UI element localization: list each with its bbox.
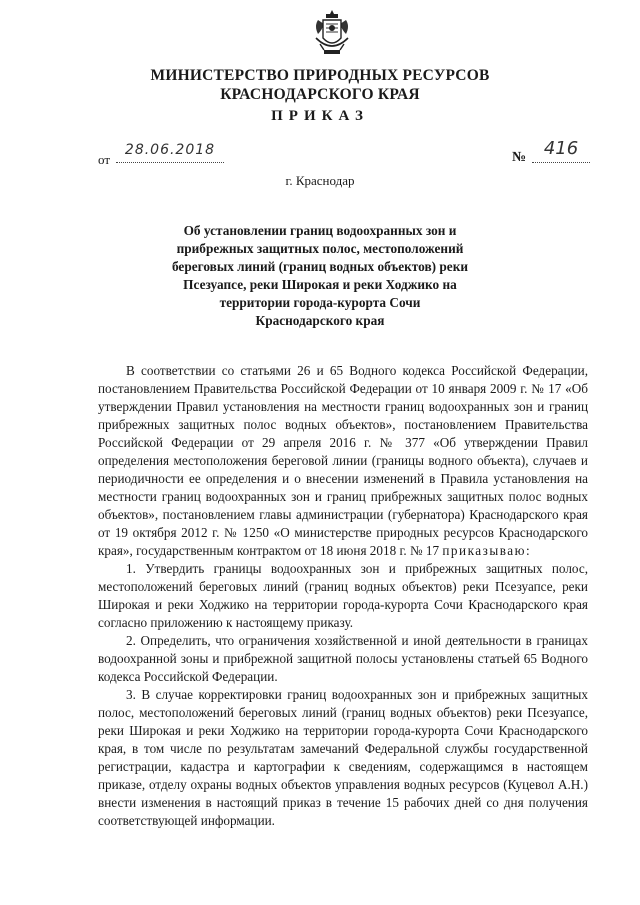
subject-line: береговых линий (границ водных объектов) реки	[171, 259, 469, 274]
subject-line: Псезуапсе, реки Широкая и реки Ходжико на	[183, 277, 457, 292]
date-value: 28.06.2018	[116, 142, 224, 163]
subject-line: Об установлении границ водоохранных зон и	[183, 223, 457, 238]
coat-of-arms-icon	[312, 8, 352, 58]
preamble-text: В соответствии со статьями 26 и 65 Водного кодекса Российской Федерации, постановлением Правительства Российской Федерации от 10 января 2009 г. № 17 «Об утверждении Правил установления на местности границ водоохранных зон и границ прибрежных защитных полос водных объектов», постановлением Правительства Российской Федерации от 29 апреля 2016 г. № 377 «Об утверждении Правил определения местоположения береговой линии (границы водного объекта), случаев и периодичности ее определения и о внесении изменений в Правила установления на местности границ водоохранных зон и границ прибрежных защитных полос водных объектов», постановлением главы администрации (губернатора) Краснодарского края от 19 октября 2012 г. № 1250 «О министерстве природных ресурсов Краснодарского края», государственным контрактом от 18 июня 2018 г. № 17	[98, 363, 588, 558]
order-body	[98, 362, 588, 830]
ministry-line-1: МИНИСТЕРСТВО ПРИРОДНЫХ РЕСУРСОВ	[150, 67, 490, 84]
subject-line: Краснодарского края	[255, 313, 385, 328]
decree-word: приказываю:	[442, 543, 532, 558]
subject-line: территории города-курорта Сочи	[219, 295, 421, 310]
item-2: 2. Определить, что ограничения хозяйственной и иной деятельности в границах водоохранной зоны и прибрежной защитной полосы установлены статьей 65 Водного кодекса Российской Федерации.	[98, 633, 588, 684]
city: г. Краснодар	[285, 173, 355, 188]
item-1: 1. Утвердить границы водоохранных зон и прибрежных защитных полос, местоположений береговых линий (границ водных объектов) реки Псезуапсе, реки Широкая и реки Ходжико на территории города-курорта Сочи Краснодарского края согласно приложению к настоящему приказу.	[98, 561, 588, 630]
ministry-line-2: КРАСНОДАРСКОГО КРАЯ	[220, 86, 420, 103]
order-subject	[150, 222, 490, 330]
date-prefix: от	[98, 152, 111, 167]
item-3: 3. В случае корректировки границ водоохранных зон и прибрежных защитных полос, местоположений береговых линий (границ водных объектов) реки Псезуапсе, реки Широкая и реки Ходжико на территории города-курорта Сочи Краснодарского края, в том числе по результатам замечаний Федеральной службы государственной регистрации, кадастра и картографии к сведениям, содержащимся в настоящем приказе, отделу охраны водных объектов управления водных ресурсов (Куцевол А.Н.) внести изменения в настоящий приказ в течение 15 рабочих дней со дня получения соответствующей информации.	[98, 687, 588, 828]
number-value: 416	[532, 138, 590, 163]
number-prefix: №	[512, 150, 527, 165]
document-type: ПРИКАЗ	[271, 108, 369, 124]
ministry-name	[0, 66, 640, 104]
preamble-paragraph	[98, 362, 588, 560]
subject-line: прибрежных защитных полос, местоположений	[176, 241, 464, 256]
